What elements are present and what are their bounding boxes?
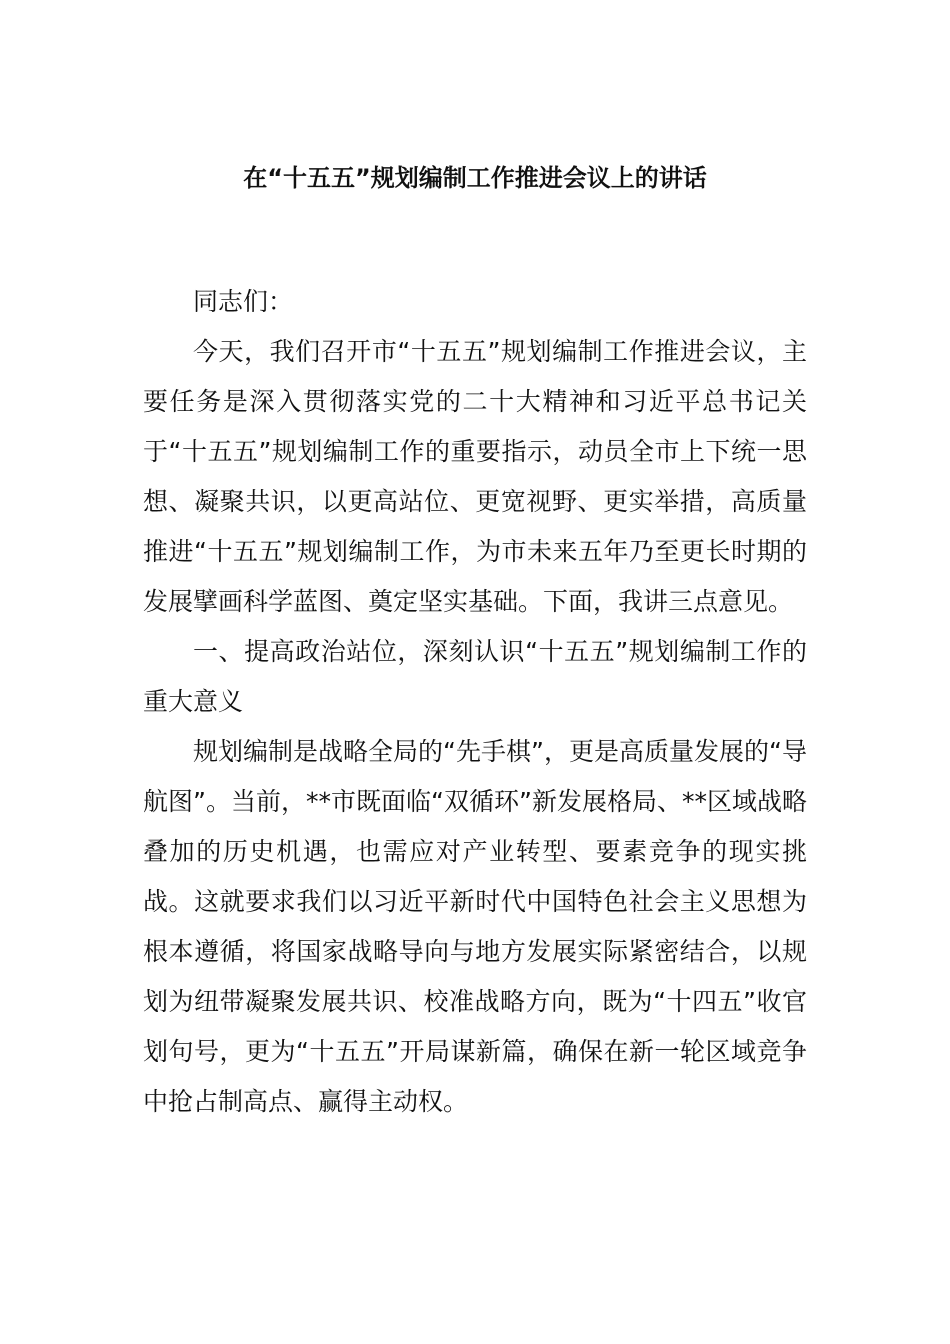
document-body [143,277,807,1127]
document-title: 在“十五五”规划编制工作推进会议上的讲话 [243,164,707,192]
section-heading-1: 一、提高政治站位，深刻认识“十五五”规划编制工作的重大意义 [143,637,807,716]
salutation: 同志们： [193,287,294,316]
section-1-paragraph: 规划编制是战略全局的“先手棋”，更是高质量发展的“导航图”。当前，**市既面临“双循环”新发展格局、**区域战略叠加的历史机遇，也需应对产业转型、要素竞争的现实挑战。这就要求我们以习近平新时代中国特色社会主义思想为根本遵循，将国家战略导向与地方发展实际紧密结合，以规划为纽带凝聚发展共识、校准战略方向，既为“十四五”收官划句号，更为“十五五”开局谋新篇，确保在新一轮区域竞争中抢占制高点、赢得主动权。 [143,737,807,1116]
intro-paragraph: 今天，我们召开市“十五五”规划编制工作推进会议，主要任务是深入贯彻落实党的二十大精神和习近平总书记关于“十五五”规划编制工作的重要指示，动员全市上下统一思想、凝聚共识，以更高站位、更宽视野、更实举措，高质量推进“十五五”规划编制工作，为市未来五年乃至更长时期的发展擘画科学蓝图、奠定坚实基础。下面，我讲三点意见。 [143,337,807,616]
